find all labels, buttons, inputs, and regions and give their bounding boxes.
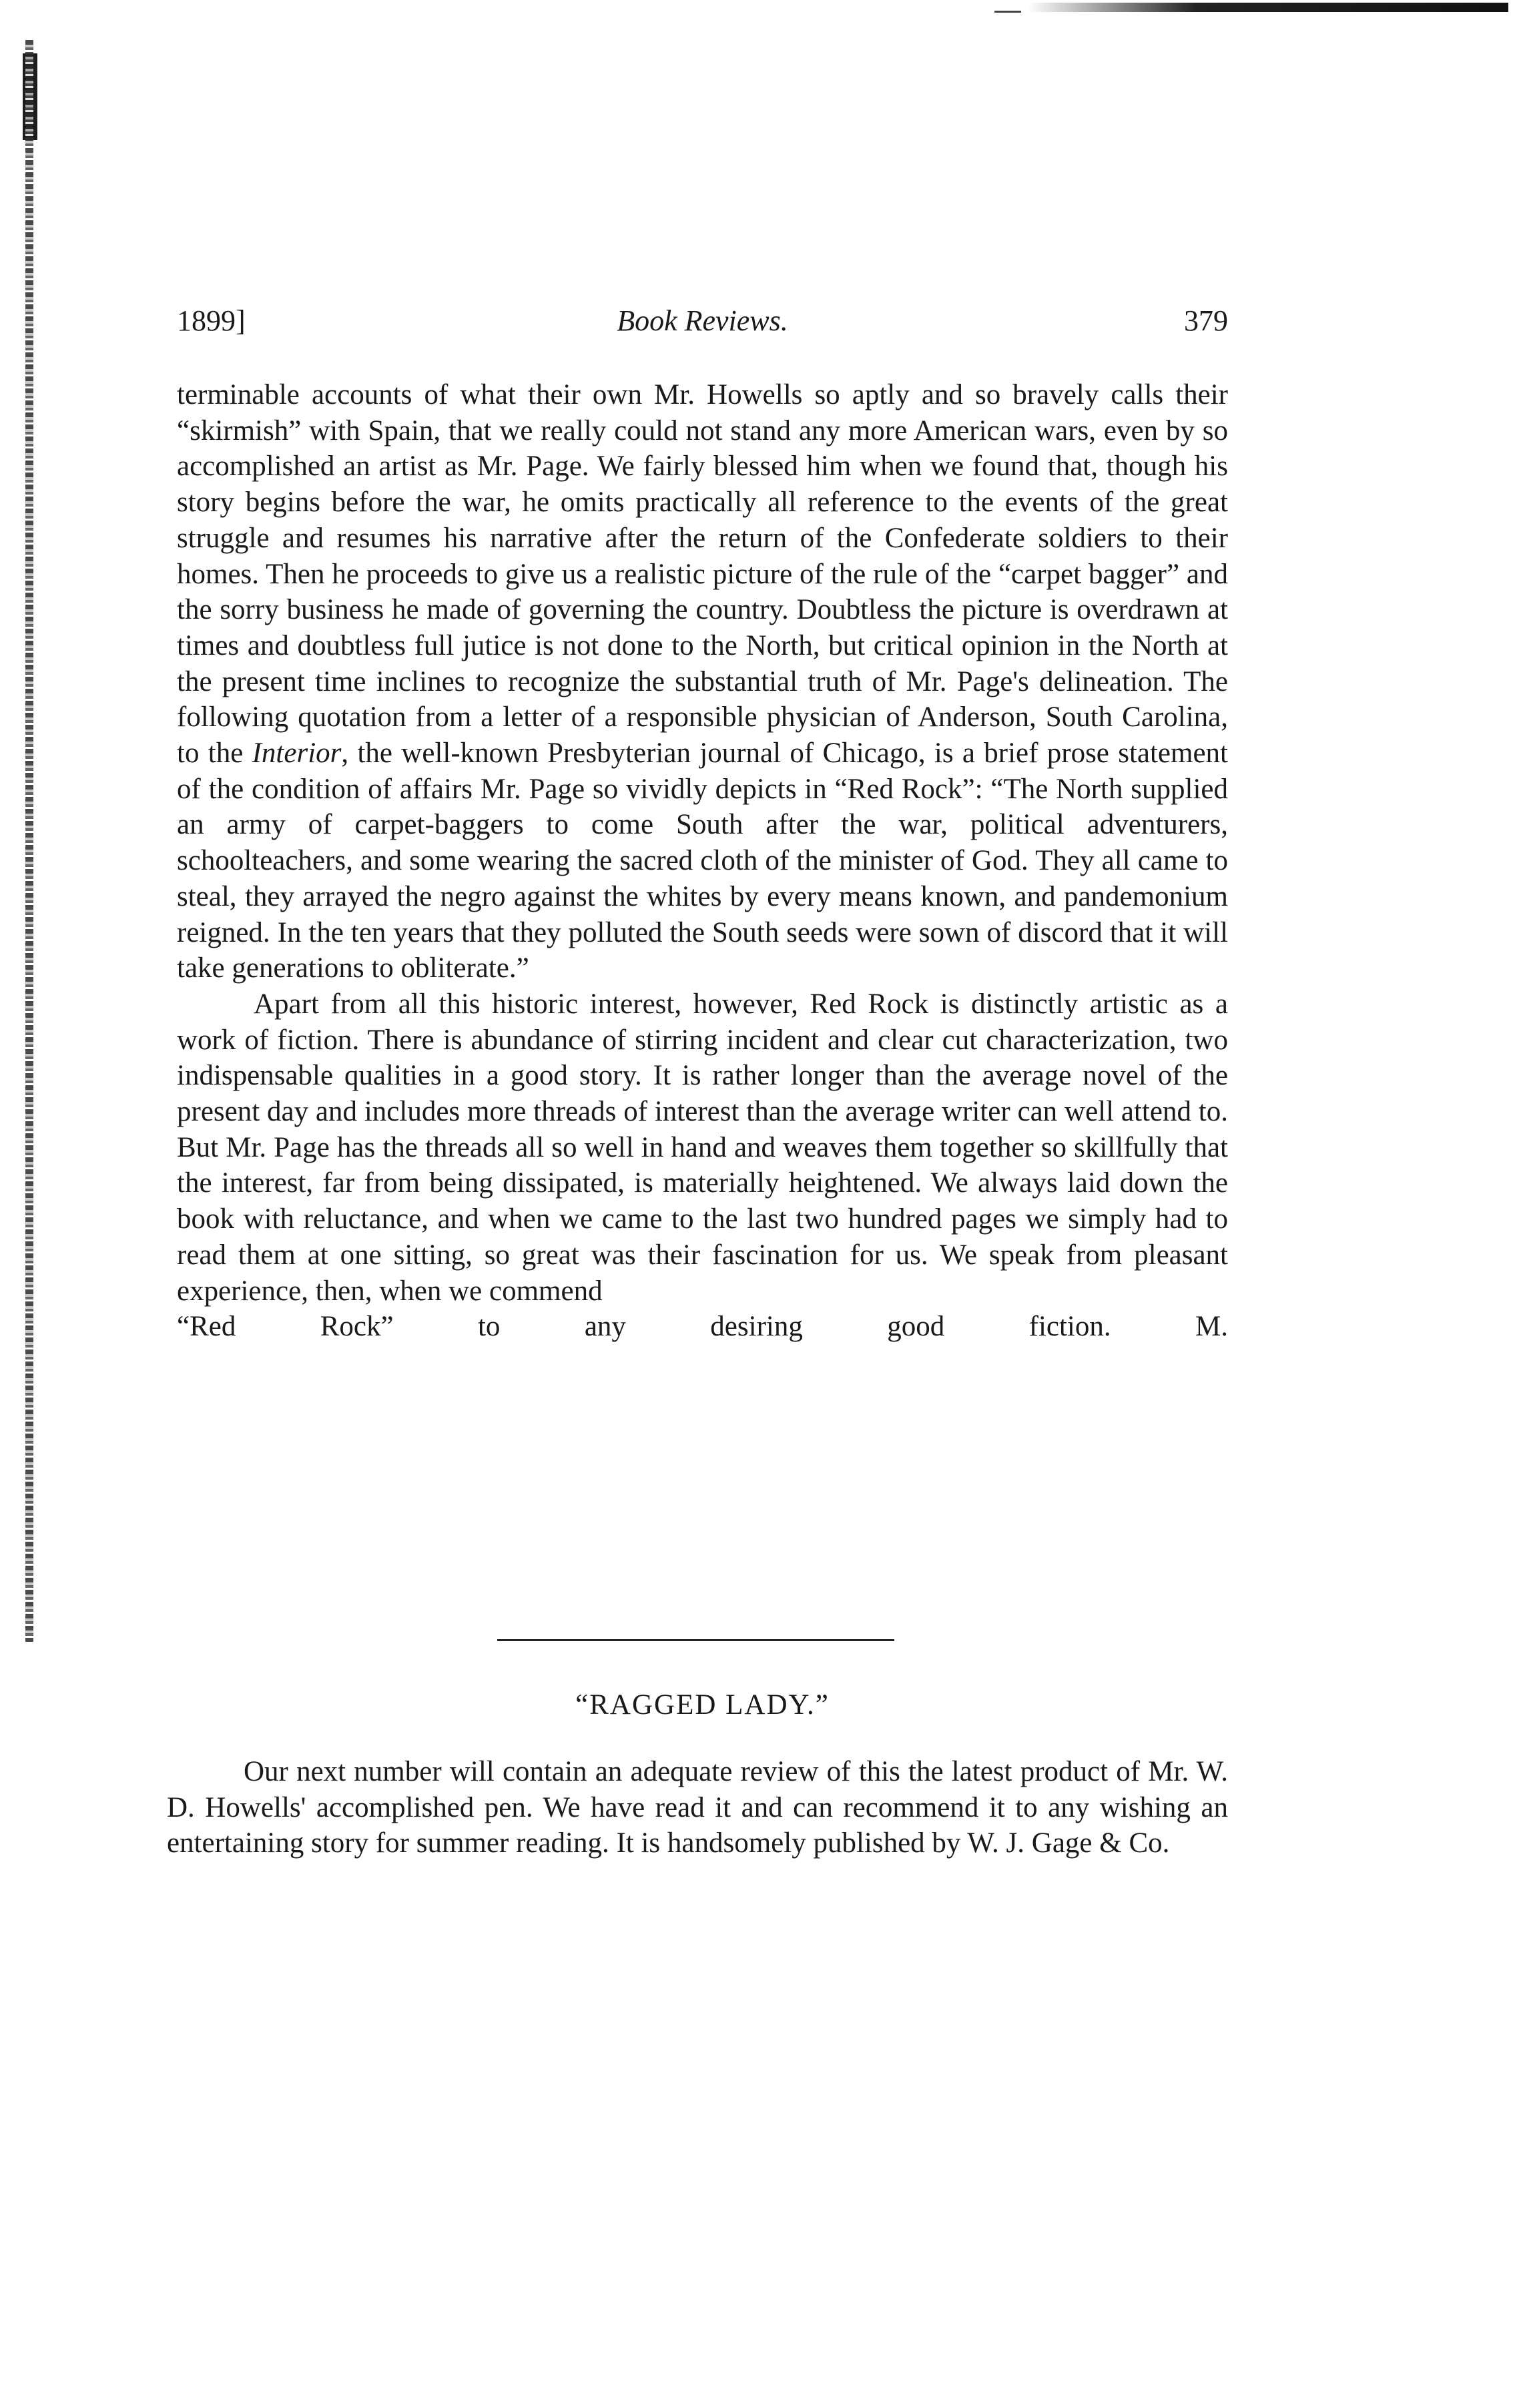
binding-edge — [25, 40, 33, 1642]
notice-paragraph: Our next number will contain an adequate review of this the latest product of Mr. W. D. Howells' accomplished pen. We have read it and can recommend it to any wishing an entertaining story for summer reading. It is handsomely published by W. J. Gage & Co. — [167, 1756, 1228, 1859]
review-body — [177, 377, 1228, 1345]
review-paragraph-1 — [177, 377, 1228, 986]
review-paragraph-2: Apart from all this historic interest, however, Red Rock is distinctly artistic as a work of fiction. There is abundance of stirring incident and clear cut characterization, two indispensable qualities in a good story. It is rather longer than the average novel of the present day and includes more threads of interest than the average writer can well attend to. But Mr. Page has the threads all so well in hand and weaves them together so skillfully that the interest, far from being dissipated, is materially heightened. We always laid down the book with reluctance, and when we came to the last two hundred pages we simply had to read them at one sitting, so great was their fascination for us. We speak from pleasant experience, then, when we commend — [177, 988, 1228, 1307]
notice-title: “RAGGED LADY.” — [575, 1689, 830, 1721]
running-title: Book Reviews. — [617, 304, 788, 337]
scan-edge-mark-small — [994, 11, 1021, 13]
page-header — [177, 304, 1228, 350]
reviewer-signature: M. — [1195, 1311, 1229, 1343]
review-closing-text: “Red Rock” to any desiring good fiction. — [177, 1311, 1111, 1343]
scan-edge-mark — [1028, 3, 1508, 12]
review-closing-line — [177, 1309, 1228, 1345]
notice-body — [167, 1754, 1228, 1861]
page-number: 379 — [1184, 304, 1228, 337]
header-year: 1899] — [177, 304, 246, 337]
review-paragraph-1-text-a: terminable accounts of what their own Mr. Howells so aptly and so bravely calls their “skirmish” with Spain, that we really could not stand any more American wars, even by so accomplished an artist as Mr. Page. We fairly blessed him when we found that, though his story begins before the war, he omits practically all reference to the events of the great struggle and resumes his narrative after the return of the Confederate soldiers to their homes. Then he proceeds to give us a realistic picture of the rule of the “carpet bagger” and the sorry business he made of governing the country. Doubtless the picture is overdrawn at times and doubtless full jutice is not done to the North, but critical opinion in the North at the present time inclines to recognize the substantial truth of Mr. Page's delineation. The following quotation from a letter of a responsible physician of Anderson, South Carolina, to the — [177, 379, 1228, 770]
review-paragraph-1-text-b: , the well-known Presbyterian journal of Chicago, is a brief prose statement of the condition of affairs Mr. Page so vividly depicts in “Red Rock”: “The North supplied an army of carpet-baggers to come South after the war, political adventurers, schoolteachers, and some wearing the sacred cloth of the minister of God. They all came to steal, they arrayed the negro against the whites by every means known, and pandemonium reigned. In the ten years that they polluted the South seeds were sown of discord that it will take generations to obliterate.” — [177, 737, 1228, 984]
journal-name-italic: Interior — [252, 737, 342, 770]
section-divider — [497, 1639, 894, 1641]
